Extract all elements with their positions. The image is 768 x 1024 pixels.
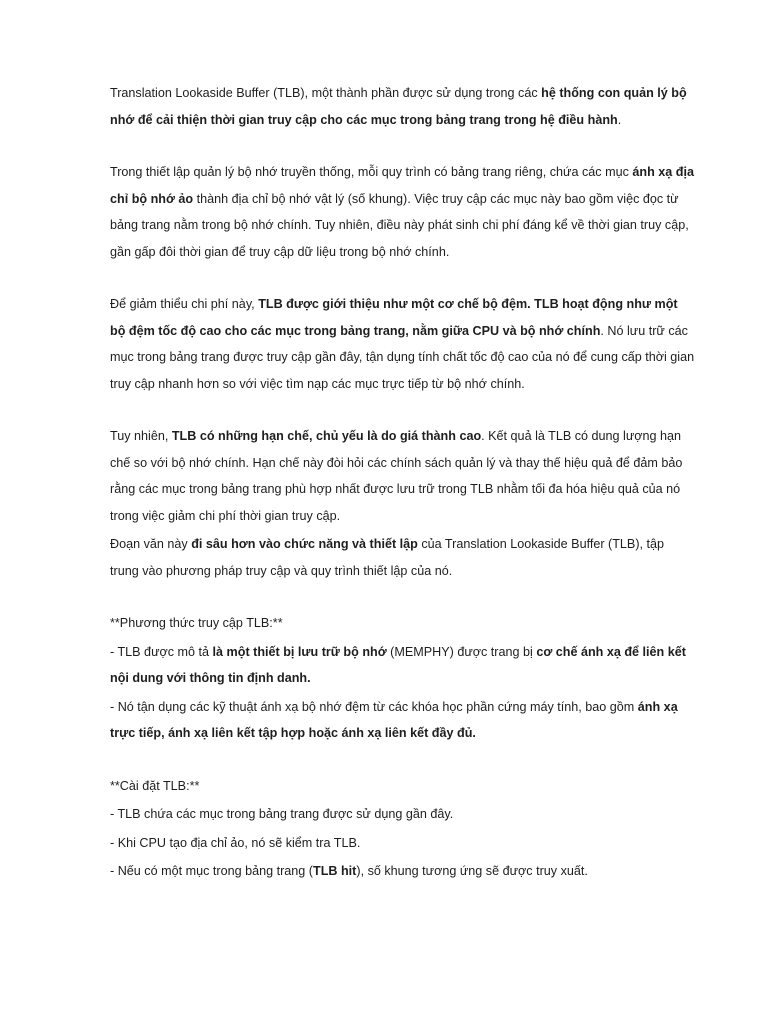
text-run: Đoạn văn này: [110, 537, 192, 551]
bold-run: là một thiết bị lưu trữ bộ nhớ: [212, 644, 387, 659]
bold-run: TLB hit: [313, 864, 357, 878]
paragraph-overview: [110, 531, 695, 584]
bullet-recent-entries: - TLB chứa các mục trong bảng trang được sử dụng gần đây.: [110, 807, 454, 821]
text-run: . Kết quả là TLB có dung lượng hạn chế so với bộ nhớ chính. Hạn chế này đòi hỏi các chính sách quản lý và thay thế hiệu quả để đảm bảo rằng các mục trong bảng trang phù hợp nhất được lưu trữ trong TLB nhằm tối đa hóa hiệu quả của nó trong việc giảm chi phí thời gian truy cập.: [110, 429, 683, 523]
text-run: thành địa chỉ bộ nhớ vật lý (số khung). Việc truy cập các mục này bao gồm việc đọc từ bảng trang nằm trong bộ nhớ chính. Tuy nhiên, điều này phát sinh chi phí đáng kể về thời gian truy cập, gần gấp đôi thời gian để truy cập dữ liệu trong bộ nhớ chính.: [110, 191, 689, 259]
document-body: [110, 80, 695, 885]
bold-run: ánh xạ trực tiếp, ánh xạ liên kết tập hợp hoặc ánh xạ liên kết đầy đủ.: [110, 699, 678, 740]
text-run: - TLB được mô tả: [110, 644, 213, 659]
paragraph-tlb-limits: [110, 423, 695, 529]
text-run: Trong thiết lập quản lý bộ nhớ truyền thống, mỗi quy trình có bảng trang riêng, chứa các mục: [110, 165, 633, 179]
bullet-mapping-techniques: [110, 694, 695, 747]
text-run: (MEMPHY) được trang bị: [386, 644, 537, 659]
text-run: Tuy nhiên,: [110, 429, 172, 443]
text-run: ), số khung tương ứng sẽ được truy xuất.: [356, 864, 588, 878]
bold-run: hệ thống con quản lý bộ nhớ để cải thiện thời gian truy cập cho các mục trong bảng trang trong hệ điều hành: [110, 86, 687, 127]
bullet-memphy: [110, 639, 695, 692]
text-run: .: [617, 112, 622, 127]
paragraph-tlb-intro: [110, 80, 695, 133]
bold-run: đi sâu hơn vào chức năng và thiết lập: [191, 537, 418, 551]
text-run: Để giảm thiểu chi phí này,: [110, 297, 259, 311]
text-run: Translation Lookaside Buffer (TLB), một thành phần được sử dụng trong các: [110, 86, 542, 100]
section-heading-access-method: **Phương thức truy cập TLB:**: [110, 616, 283, 630]
paragraph-tlb-cache: [110, 291, 695, 397]
text-run: của Translation Lookaside Buffer (TLB), tập trung vào phương pháp truy cập và quy trình thiết lập của nó.: [110, 537, 665, 578]
bold-run: cơ chế ánh xạ để liên kết nội dung với thông tin định danh.: [110, 644, 686, 685]
bold-run: TLB được giới thiệu như một cơ chế bộ đệm. TLB hoạt động như một bộ đệm tốc độ cao cho các mục trong bảng trang, nằm giữa CPU và bộ nhớ chính: [110, 297, 678, 338]
bullet-cpu-check: - Khi CPU tạo địa chỉ ảo, nó sẽ kiểm tra TLB.: [110, 835, 361, 850]
bold-run: TLB có những hạn chế, chủ yếu là do giá thành cao: [171, 429, 482, 443]
text-run: - Nếu có một mục trong bảng trang (: [110, 864, 313, 878]
paragraph-traditional-setup: [110, 159, 695, 265]
text-run: - Nó tận dụng các kỹ thuật ánh xạ bộ nhớ đệm từ các khóa học phần cứng máy tính, bao gồm: [110, 699, 638, 714]
bold-run: ánh xạ địa chỉ bộ nhớ ảo: [110, 165, 694, 206]
section-heading-setup: **Cài đặt TLB:**: [110, 778, 200, 793]
text-run: . Nó lưu trữ các mục trong bảng trang được truy cập gần đây, tận dụng tính chất tốc độ cao của nó để cung cấp thời gian truy cập nhanh hơn so với việc tìm nạp các mục trực tiếp từ bộ nhớ chính.: [110, 323, 695, 391]
bullet-tlb-hit: [110, 858, 695, 885]
